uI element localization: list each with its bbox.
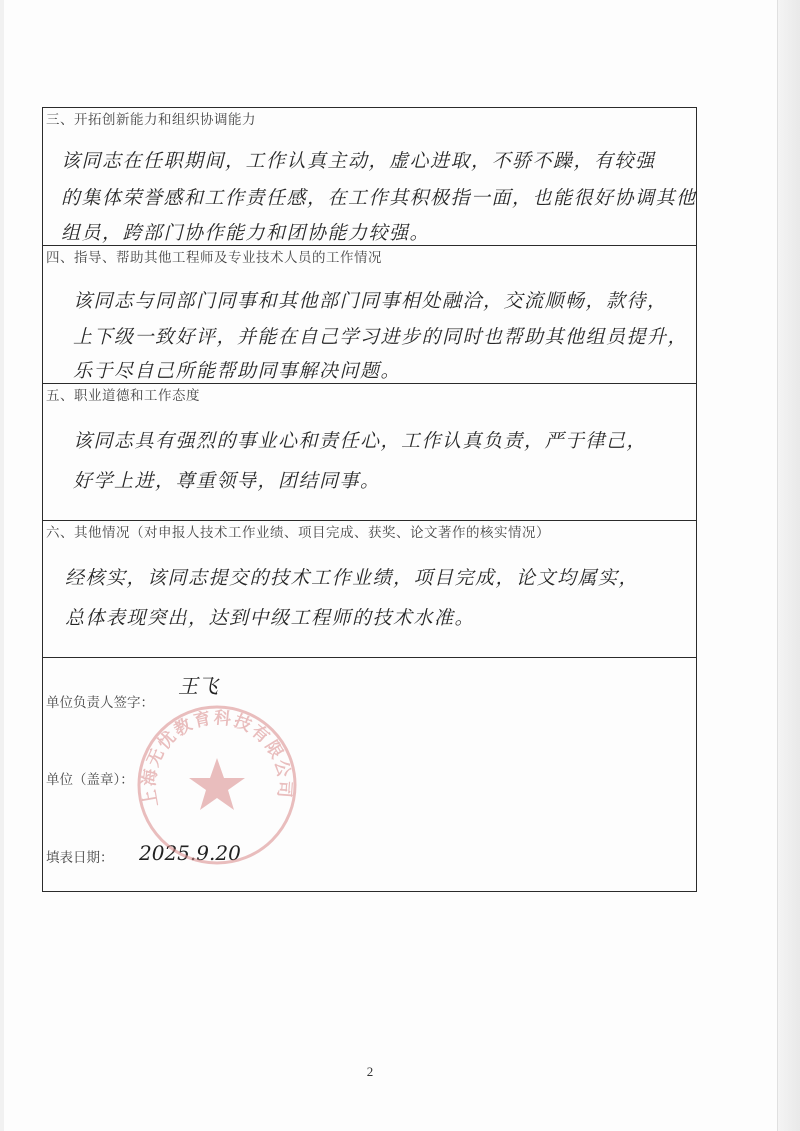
section-heading: 六、其他情况（对申报人技术工作业绩、项目完成、获奖、论文著作的核实情况） <box>46 525 550 541</box>
handwritten-line: 好学上进，尊重领导，团结同事。 <box>73 470 381 492</box>
handwritten-line: 该同志具有强烈的事业心和责任心，工作认真负责，严于律己， <box>73 430 648 452</box>
unit-seal-label: 单位（盖章）： <box>46 772 134 788</box>
scan-right-edge <box>777 0 800 1131</box>
section-heading: 三、开拓创新能力和组织协调能力 <box>46 112 256 128</box>
leader-signature-label: 单位负责人签字： <box>46 695 154 711</box>
company-seal-stamp <box>132 700 302 870</box>
handwritten-line: 该同志与同部门同事和其他部门同事相处融洽，交流顺畅，款待， <box>73 290 668 312</box>
date-label: 填表日期： <box>46 850 114 866</box>
section-mentoring <box>43 246 696 384</box>
svg-text:上海无忧教育科技有限公司: 上海无忧教育科技有限公司 <box>139 708 295 809</box>
date-value: 2025.9.20 <box>139 841 241 865</box>
scan-left-edge <box>0 0 4 1131</box>
handwritten-line: 该同志在任职期间，工作认真主动，虚心进取，不骄不躁，有较强 <box>61 150 656 172</box>
handwritten-line: 总体表现突出，达到中级工程师的技术水准。 <box>65 607 476 629</box>
section-other <box>43 521 696 658</box>
page-number: 2 <box>366 1064 374 1079</box>
handwritten-line: 经核实，该同志提交的技术工作业绩，项目完成，论文均属实， <box>65 567 640 589</box>
handwritten-line: 组员，跨部门协作能力和团协能力较强。 <box>61 222 431 244</box>
section-ethics <box>43 384 696 521</box>
handwritten-line: 上下级一致好评，并能在自己学习进步的同时也帮助其他组员提升， <box>73 326 689 348</box>
leader-signature: 王飞 <box>178 674 218 698</box>
section-heading: 五、职业道德和工作态度 <box>46 388 200 404</box>
handwritten-line: 的集体荣誉感和工作责任感，在工作其积极指一面，也能很好协调其他 <box>61 187 697 209</box>
handwritten-line: 乐于尽自己所能帮助同事解决问题。 <box>73 360 402 382</box>
section-heading: 四、指导、帮助其他工程师及专业技术人员的工作情况 <box>46 250 382 266</box>
section-innovation <box>43 108 696 246</box>
